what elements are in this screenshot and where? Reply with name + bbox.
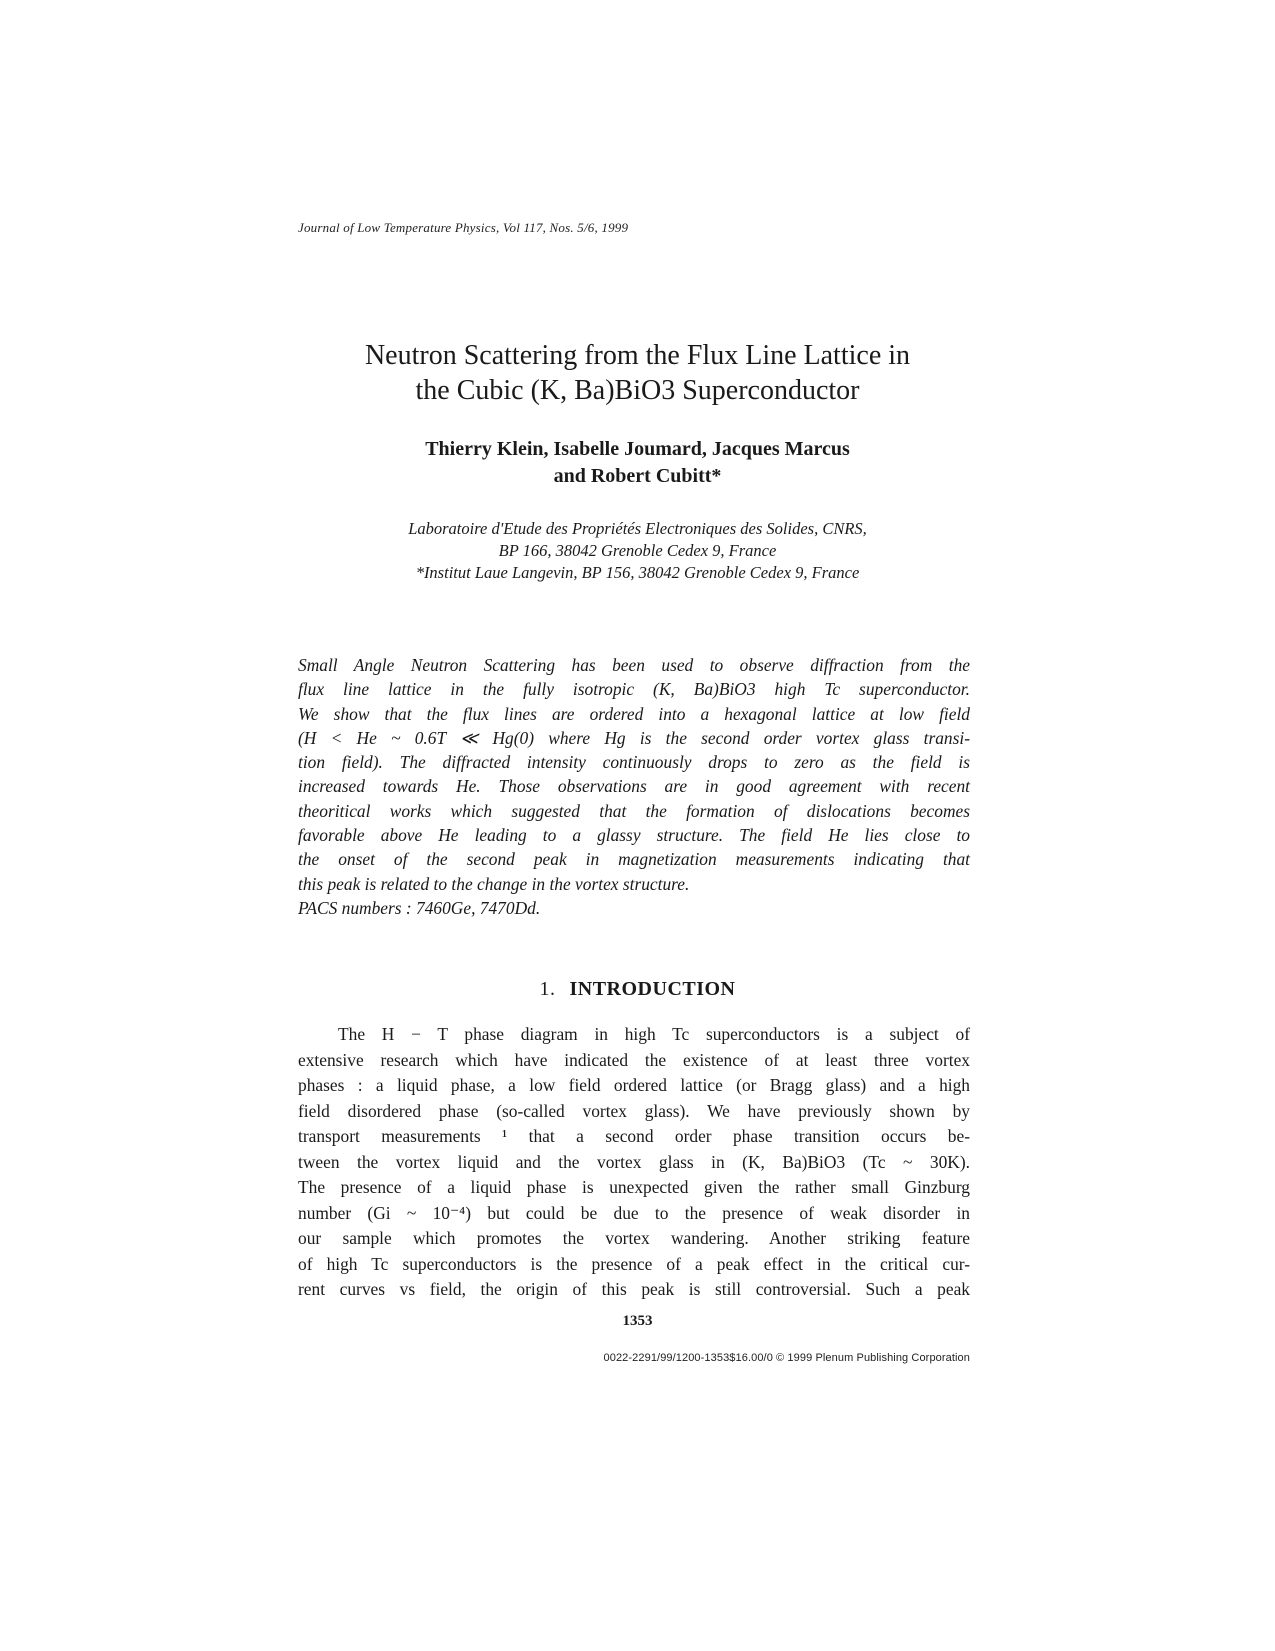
title-line-2: the Cubic (K, Ba)BiO3 Superconductor xyxy=(415,375,860,406)
journal-citation: Journal of Low Temperature Physics, Vol 117, Nos. 5/6, 1999 xyxy=(298,220,629,235)
affiliation-line-1: Laboratoire d'Etude des Propriétés Electroniques des Solides, CNRS, xyxy=(408,519,867,538)
body-line: tween the vortex liquid and the vortex glass in (K, Ba)BiO3 (Tc ~ 30K). xyxy=(298,1151,970,1172)
pacs-numbers: PACS numbers : 7460Ge, 7470Dd. xyxy=(298,897,541,918)
abstract-line: We show that the flux lines are ordered into a hexagonal lattice at low field xyxy=(298,703,970,724)
body-line: phases : a liquid phase, a low field ordered lattice (or Bragg glass) and a high xyxy=(298,1075,970,1095)
authors-line-2: and Robert Cubitt* xyxy=(553,465,722,487)
abstract-line: flux line lattice in the fully isotropic (K, Ba)BiO3 high Tc superconductor. xyxy=(298,679,970,700)
body-line: transport measurements ¹ that a second order phase transition occurs be- xyxy=(298,1126,970,1146)
body-line: The H − T phase diagram in high Tc superconductors is a subject of xyxy=(338,1024,970,1044)
abstract-line: this peak is related to the change in the vortex structure. xyxy=(298,873,690,894)
body-line: number (Gi ~ 10⁻⁴) but could be due to the presence of weak disorder in xyxy=(298,1202,970,1223)
body-line: field disordered phase (so-called vortex glass). We have previously shown by xyxy=(298,1100,970,1121)
body-line: of high Tc superconductors is the presence of a peak effect in the critical cur- xyxy=(298,1253,970,1274)
body-line: extensive research which have indicated the existence of at least three vortex xyxy=(298,1049,970,1070)
body-line: rent curves vs field, the origin of this peak is still controversial. Such a peak xyxy=(298,1279,970,1299)
body-line: The presence of a liquid phase is unexpected given the rather small Ginzburg xyxy=(298,1177,970,1197)
body-line: our sample which promotes the vortex wandering. Another striking feature xyxy=(298,1228,970,1248)
abstract-line: (H < He ~ 0.6T ≪ Hg(0) where Hg is the second order vortex glass transi- xyxy=(298,727,970,748)
authors-line-1: Thierry Klein, Isabelle Joumard, Jacques Marcus xyxy=(425,438,850,460)
abstract-line: Small Angle Neutron Scattering has been used to observe diffraction from the xyxy=(298,655,970,675)
author-list xyxy=(150,436,1125,490)
abstract-line: theoritical works which suggested that the formation of dislocations becomes xyxy=(298,800,970,821)
section-title: INTRODUCTION xyxy=(569,978,736,1000)
title-line-1: Neutron Scattering from the Flux Line Lattice in xyxy=(364,340,911,371)
affiliation-line-3: *Institut Laue Langevin, BP 156, 38042 Grenoble Cedex 9, France xyxy=(415,563,860,582)
abstract-line: favorable above He leading to a glassy structure. The field He lies close to xyxy=(298,825,970,846)
abstract-line: the onset of the second peak in magnetization measurements indicating that xyxy=(298,849,970,870)
section-number: 1. xyxy=(539,978,556,1000)
copyright-line: 0022-2291/99/1200-1353$16.00/0 © 1999 Plenum Publishing Corporation xyxy=(603,1352,970,1364)
abstract-line: increased towards He. Those observations are in good agreement with recent xyxy=(298,776,970,797)
abstract xyxy=(298,653,970,920)
paper-title xyxy=(150,338,1125,408)
abstract-line: tion field). The diffracted intensity continuously drops to zero as the field is xyxy=(298,752,970,773)
affiliation-line-2: BP 166, 38042 Grenoble Cedex 9, France xyxy=(498,541,777,560)
section-heading-introduction xyxy=(150,978,1125,1001)
page-number: 1353 xyxy=(622,1313,653,1329)
introduction-paragraph xyxy=(298,1022,970,1303)
affiliations xyxy=(150,518,1125,584)
